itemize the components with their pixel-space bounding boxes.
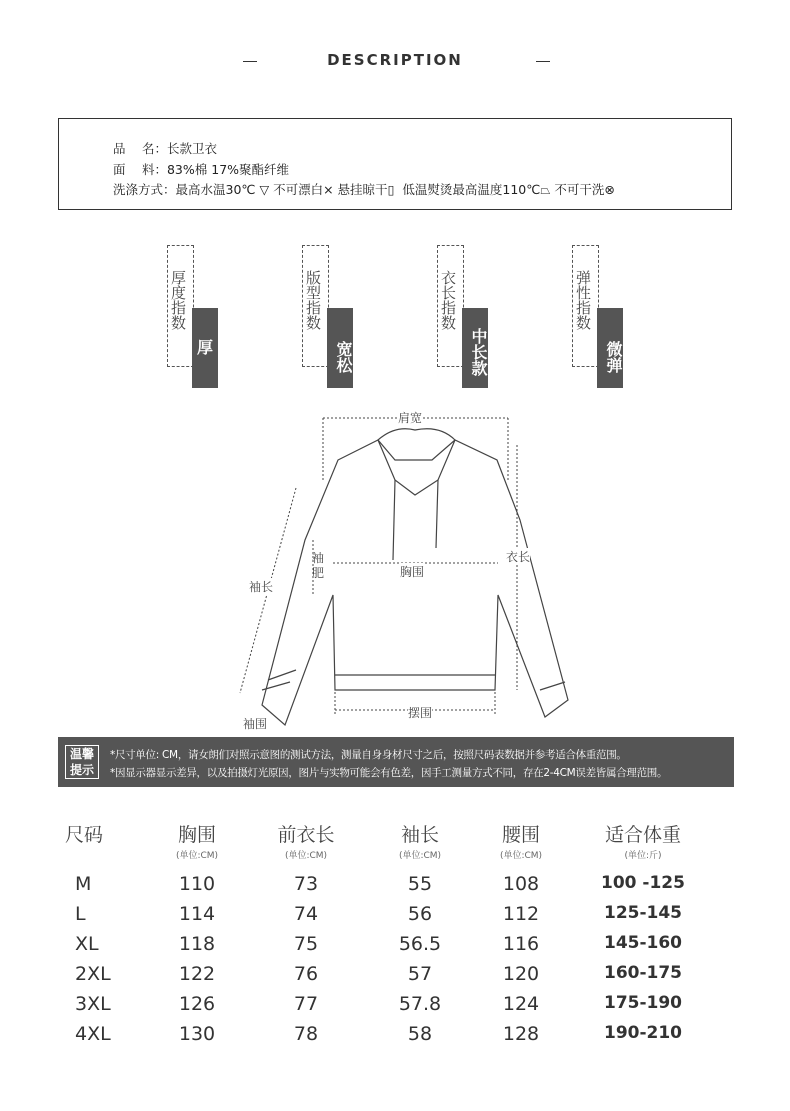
label: 品 名： xyxy=(113,141,167,156)
table-cell: 128 xyxy=(502,1023,540,1045)
wash-temp: 最高水温30℃ xyxy=(175,182,256,197)
gauge-frame xyxy=(167,245,194,367)
gauge-elasticity xyxy=(572,245,623,373)
table-cell: 77 xyxy=(293,993,319,1015)
no-bleach-icon: ⨯ xyxy=(323,182,334,197)
table-cell: 110 xyxy=(178,873,216,895)
divider-right xyxy=(536,61,550,62)
gauge-label: 弹性指数 xyxy=(574,270,592,330)
column-header: 尺码 xyxy=(65,824,104,846)
table-cell: 58 xyxy=(407,1023,433,1045)
table-cell: 120 xyxy=(502,963,540,985)
tip-line: *因显示器显示差异，以及拍摄灯光原因，图片与实物可能会有色差，因手工测量方式不同，存在2-4CM误差皆属合理范围。 xyxy=(110,767,668,779)
gauge-value: 厚 xyxy=(192,308,218,388)
table-cell: 124 xyxy=(502,993,540,1015)
wash-tub-icon: ▽ xyxy=(259,182,270,197)
product-info-box xyxy=(58,118,732,210)
table-cell: 74 xyxy=(293,903,319,925)
table-cell: 160-175 xyxy=(603,963,683,983)
hang-dry-icon: ▯ xyxy=(387,182,395,197)
table-cell: 126 xyxy=(178,993,216,1015)
measurement-lines xyxy=(240,418,517,715)
badge-text: 温馨 xyxy=(69,747,94,761)
no-dry-clean: 不可干洗 xyxy=(554,182,605,197)
gauge-frame xyxy=(437,245,464,367)
iron: 低温熨烫最高温度110℃ xyxy=(402,182,541,197)
table-cell: 112 xyxy=(502,903,540,925)
gauge-label: 厚度指数 xyxy=(169,270,187,330)
table-cell: 57 xyxy=(407,963,433,985)
column-unit: (单位:斤) xyxy=(624,851,662,861)
tip-badge xyxy=(65,745,99,779)
table-cell: 125-145 xyxy=(603,903,683,923)
material-row xyxy=(113,160,289,178)
gauge-fit xyxy=(302,245,353,373)
table-cell: 57.8 xyxy=(398,993,442,1015)
sleeve-width-label: 袖肥 xyxy=(312,551,325,580)
table-cell: 56 xyxy=(407,903,433,925)
hem-label: 摆围 xyxy=(408,706,433,720)
table-cell: 116 xyxy=(502,933,540,955)
no-bleach: 不可漂白 xyxy=(273,182,324,197)
gauge-value: 中长款 xyxy=(462,308,488,388)
section-title: DESCRIPTION xyxy=(327,51,463,69)
tip-banner xyxy=(58,737,734,787)
table-cell: 100 -125 xyxy=(601,873,685,893)
label: 洗涤方式： xyxy=(113,182,176,197)
table-cell: 175-190 xyxy=(603,993,683,1013)
sleeve-length-label: 袖长 xyxy=(249,580,274,594)
table-cell: 114 xyxy=(178,903,216,925)
hang-dry: 悬挂晾干 xyxy=(337,182,388,197)
table-cell: 118 xyxy=(178,933,216,955)
badge-text: 提示 xyxy=(69,763,94,777)
table-cell: 2XL xyxy=(75,963,111,985)
gauge-length xyxy=(437,245,488,376)
chest-label: 胸围 xyxy=(400,565,425,579)
table-cell: 108 xyxy=(502,873,540,895)
gauge-thickness xyxy=(167,245,213,367)
gauge-frame xyxy=(572,245,599,367)
table-cell: 76 xyxy=(293,963,319,985)
table-cell: 78 xyxy=(293,1023,319,1045)
gauge-value: 宽松 xyxy=(327,308,353,388)
gauge-frame xyxy=(302,245,329,367)
column-unit: (单位:CM) xyxy=(284,851,328,861)
table-cell: L xyxy=(75,903,86,925)
table-cell: XL xyxy=(75,933,99,955)
gauge-label: 版型指数 xyxy=(304,270,322,330)
tip-line: *尺寸单位: CM，请女朗们对照示意图的测试方法，测量自身身材尺寸之后，按照尺码表数据并参考适合体重范围。 xyxy=(110,749,627,761)
shoulder-label: 肩宽 xyxy=(398,411,423,425)
table-cell: 75 xyxy=(293,933,319,955)
table-cell: 3XL xyxy=(75,993,111,1015)
table-cell: 73 xyxy=(293,873,319,895)
table-cell: 122 xyxy=(178,963,216,985)
label: 面 料： xyxy=(113,162,167,177)
material: 83%棉 17%聚酯纤维 xyxy=(166,162,290,177)
table-cell: 145-160 xyxy=(603,933,683,953)
column-header: 胸围 xyxy=(177,824,216,846)
table-cell: 55 xyxy=(407,873,433,895)
table-cell: 4XL xyxy=(75,1023,111,1045)
gauge-label: 衣长指数 xyxy=(439,270,457,330)
column-unit: (单位:CM) xyxy=(499,851,543,861)
column-unit: (单位:CM) xyxy=(175,851,219,861)
table-cell: M xyxy=(75,873,92,895)
wash-row xyxy=(113,180,615,198)
table-cell: 56.5 xyxy=(398,933,442,955)
column-header: 袖长 xyxy=(400,824,439,846)
gauge-value: 微弹 xyxy=(597,308,623,388)
iron-icon: ⏢ xyxy=(540,182,551,197)
length-label: 衣长 xyxy=(506,550,531,564)
hoodie-measurement-diagram xyxy=(0,400,790,735)
product-name-row xyxy=(113,139,217,157)
column-header: 腰围 xyxy=(501,824,540,846)
column-header: 前衣长 xyxy=(277,824,335,846)
table-cell: 130 xyxy=(178,1023,216,1045)
column-header: 适合体重 xyxy=(604,824,681,846)
cuff-label: 袖围 xyxy=(243,717,268,731)
column-unit: (单位:CM) xyxy=(398,851,442,861)
product-name: 长款卫衣 xyxy=(166,141,217,156)
no-dry-clean-icon: ⊗ xyxy=(604,182,615,197)
table-cell: 190-210 xyxy=(603,1023,683,1043)
